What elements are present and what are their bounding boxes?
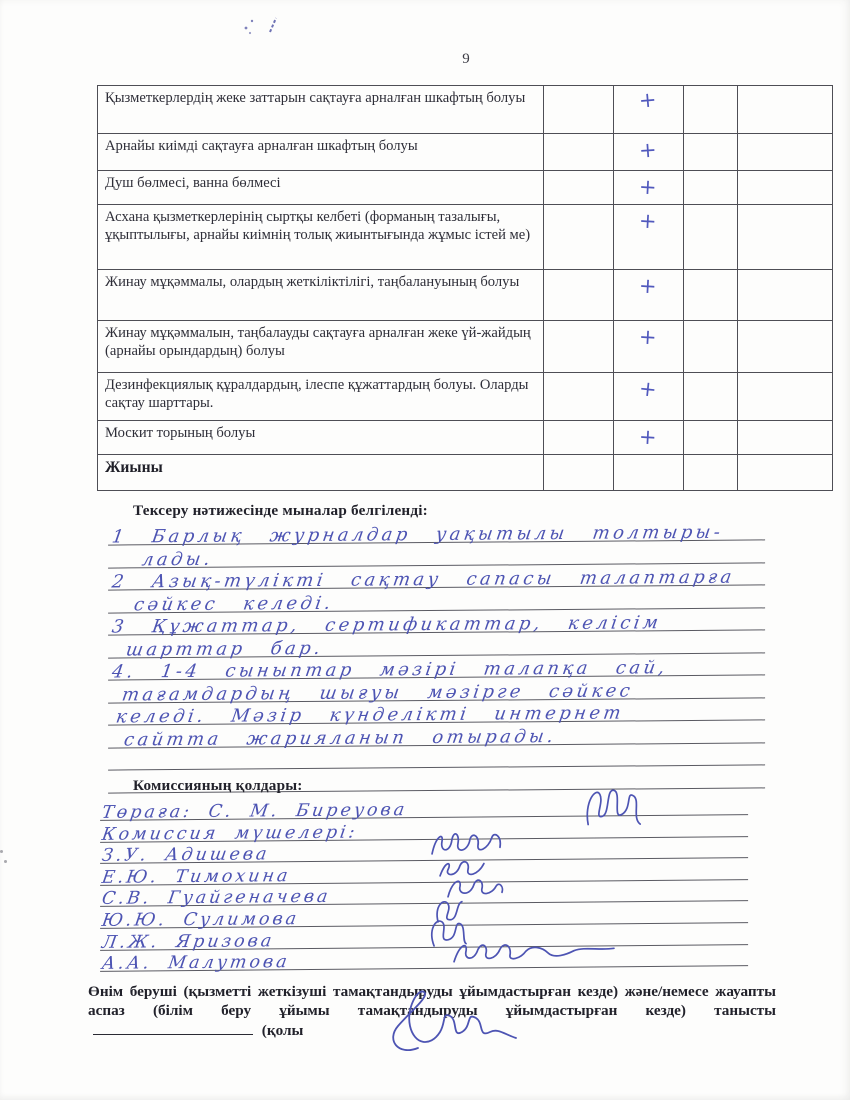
row-label: Москит торының болуы (98, 421, 544, 455)
handwritten-text: шарттар бар. (124, 636, 325, 660)
scan-noise-dots (0, 850, 10, 870)
table-row (98, 270, 833, 321)
handwritten-text: 3 Құжаттар, сертификаттар, келісім (110, 611, 663, 638)
findings-handwritten-notes (108, 520, 765, 790)
signatory-name: Төраға: С. М. Биреуова (100, 799, 409, 823)
check-mark: + (637, 87, 658, 113)
table-row (98, 205, 833, 270)
handwritten-text: 1 Барлық журналдар уақытылы толтыры- (110, 521, 725, 548)
signature-blank-line (93, 1021, 253, 1035)
check-mark: + (638, 424, 658, 450)
row-label: Арнайы киімді сақтауға арналған шкафтың болуы (98, 134, 544, 171)
handwritten-text: тағамдардың шығуы мәзірге сәйкес (120, 679, 635, 705)
table-row (98, 134, 833, 171)
signature-mark (450, 936, 620, 969)
signature-row (100, 944, 748, 974)
check-mark: + (638, 137, 658, 163)
footer-text: Өнім беруші (қызметті жеткізуші тамақтандыруды ұйымдастырған кезде) және/немесе жауапты аспаз (білім беру ұйымы тамақтандыруды ұйымдастырған кезде) танысты (88, 983, 776, 1019)
row-label: Жинау мұқәммалын, таңбалауды сақтауға арналған жеке үй-жайдың (арнайы орындардың) болуы (98, 321, 544, 373)
signatory-name: З.У. Адишева (100, 844, 271, 866)
check-mark: + (638, 208, 658, 234)
handwritten-text: 4. 1-4 сыныптар мәзірі талапқа сай, (110, 656, 670, 683)
table-row (98, 421, 833, 455)
check-mark: + (637, 376, 659, 402)
check-mark: + (638, 273, 658, 299)
findings-heading: Тексеру нәтижесінде мыналар белгіленді: (133, 502, 428, 519)
ink-smudge-marks (240, 12, 300, 40)
commission-signature-list (100, 796, 748, 974)
check-mark: + (638, 174, 658, 200)
signatory-name: Ю.Ю. Сулимова (100, 908, 301, 931)
commission-signatures-heading: Комиссияның қолдары: (133, 777, 303, 794)
table-row (98, 321, 833, 373)
handwritten-text: сәйкес келеді. (132, 591, 336, 615)
handwritten-text: келеді. Мәзір күнделікті интернет (114, 702, 626, 728)
row-label-total: Жиыны (98, 455, 544, 491)
table-row (98, 373, 833, 421)
row-label: Дезинфекциялық құралдардың, ілеспе құжаттардың болуы. Оларды сақтау шарттары. (98, 373, 544, 421)
handwritten-text: 2 Азық-түлікті сақтау сапасы талаптарға (110, 566, 737, 593)
check-mark: + (638, 324, 658, 350)
table-row (98, 86, 833, 134)
table-row (98, 171, 833, 205)
inspection-checklist-table (97, 85, 833, 491)
signatory-name: С.В. Гуайгеначева (100, 886, 332, 909)
handwritten-text: лады. (140, 547, 215, 570)
row-label: Душ бөлмесі, ванна бөлмесі (98, 171, 544, 205)
row-label: Қызметкерлердің жеке заттарын сақтауға арналған шкафтың болуы (98, 86, 544, 134)
supplier-signature-mark (358, 986, 568, 1060)
row-label: Жинау мұқәммалы, олардың жеткіліктілігі, таңбалануының болуы (98, 270, 544, 321)
signatory-name: Комиссия мүшелері: (100, 821, 360, 845)
table-row-total (98, 455, 833, 491)
footer-text-suffix: (қолы (261, 1021, 304, 1039)
signatory-name: Л.Ж. Яризова (100, 930, 276, 952)
page-number: 9 (462, 51, 470, 67)
signatory-name: А.А. Малутова (100, 951, 292, 974)
signatory-name: Е.Ю. Тимохина (100, 865, 292, 888)
handwritten-text: сайтта жарияланып отырады. (122, 725, 558, 750)
row-label: Асхана қызметкерлерінің сыртқы келбеті (форманың тазалығы, ұқыптылығы, арнайы киімнің толық жиынтығында жұмыс істей ме) (98, 205, 544, 270)
